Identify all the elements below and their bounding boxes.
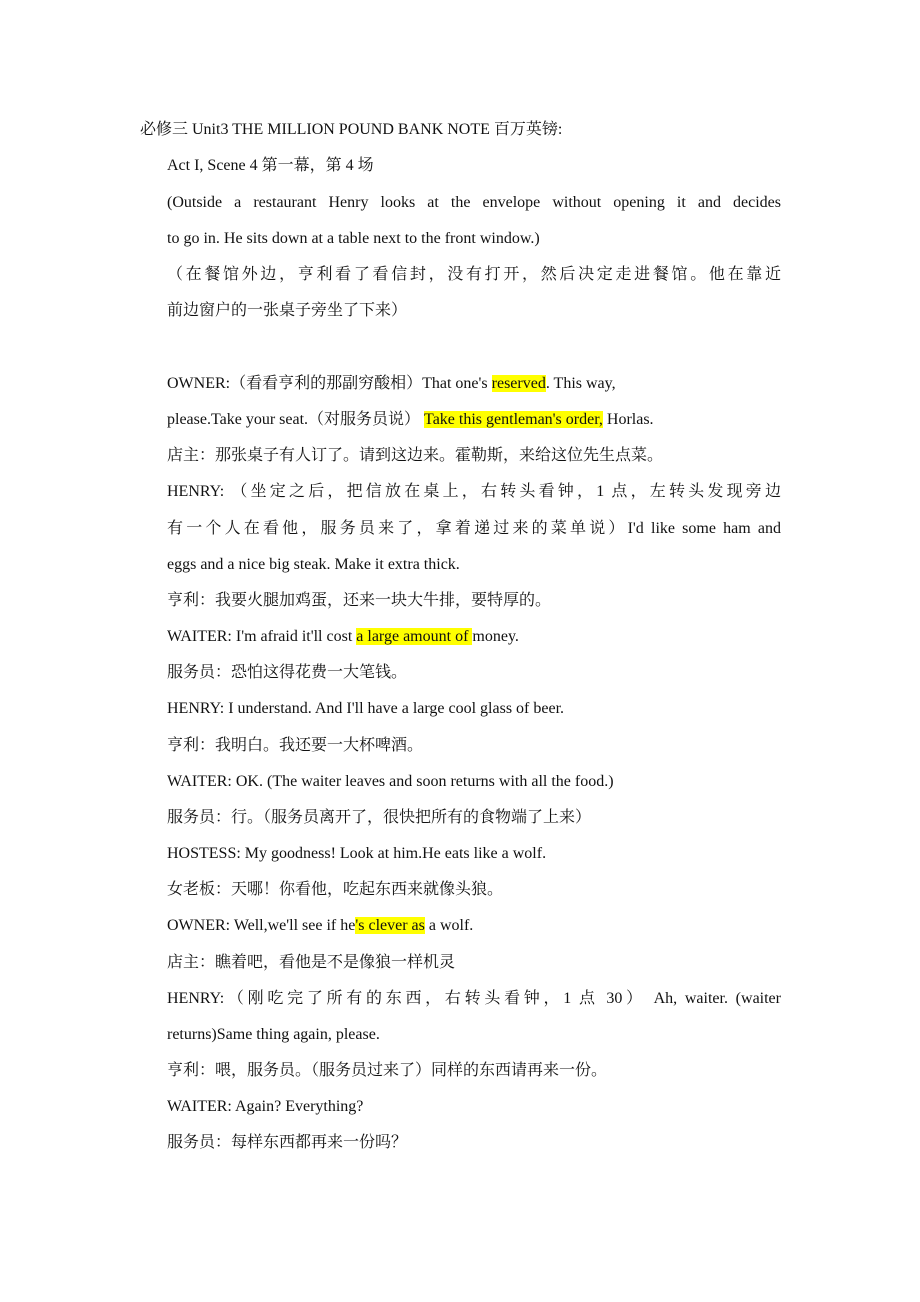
waiter-line-text-b: money. [472, 628, 519, 645]
henry-line-4: HENRY: I understand. And I'll have a large cool glass of beer. [167, 700, 565, 717]
owner-translation-2: 店主：瞧着吧，看他是不是像狼一样机灵 [167, 954, 456, 971]
scene-heading: Act I, Scene 4 第一幕，第 4 场 [167, 157, 374, 174]
hostess-translation: 女老板：天哪！你看他，吃起东西来就像头狼。 [167, 881, 504, 898]
henry-line-1: HENRY: （坐定之后，把信放在桌上，右转头看钟，1 点，左转头发现旁边 [167, 483, 781, 500]
stage-direction-en-1: (Outside a restaurant Henry looks at the envelope without opening it and decides [167, 194, 781, 211]
owner-line-text-e: OWNER: Well,we'll see if he [167, 917, 356, 934]
owner-translation-1: 店主：那张桌子有人订了。请到这边来。霍勒斯，来给这位先生点菜。 [167, 447, 664, 464]
owner-line-text-f: a wolf. [424, 917, 474, 934]
henry-translation-1: 亨利：我要火腿加鸡蛋，还来一块大牛排，要特厚的。 [167, 592, 552, 609]
henry-translation-3: 亨利：喂，服务员。（服务员过来了）同样的东西请再来一份。 [167, 1062, 608, 1079]
owner-line-1 [167, 374, 781, 394]
waiter-line-3: WAITER: Again? Everything? [167, 1098, 364, 1115]
owner-line-text-b: . This way, [545, 375, 616, 392]
waiter-translation-3: 服务员：每样东西都再来一份吗？ [167, 1134, 408, 1151]
henry-line-3: eggs and a nice big steak. Make it extra thick. [167, 556, 460, 573]
henry-line-2: 有一个人在看他，服务员来了，拿着递过来的菜单说）I'd like some ham and [167, 520, 781, 537]
owner-line-text-c: please.Take your seat.（对服务员说） [167, 411, 425, 428]
waiter-line-2: WAITER: OK. (The waiter leaves and soon returns with all the food.) [167, 773, 614, 790]
highlight-large-amount: a large amount of [356, 628, 473, 645]
highlight-clever-as: 's clever as [355, 917, 425, 934]
henry-line-5: HENRY:（刚吃完了所有的东西，右转头看钟，1 点 30） Ah, waiter. (waiter [167, 990, 781, 1007]
owner-line-2 [167, 410, 781, 430]
hostess-line: HOSTESS: My goodness! Look at him.He eats like a wolf. [167, 845, 547, 862]
highlight-take-order: Take this gentleman's order, [424, 411, 603, 428]
henry-translation-2: 亨利：我明白。我还要一大杯啤酒。 [167, 737, 424, 754]
stage-direction-cn-1: （在餐馆外边，亨利看了看信封，没有打开，然后决定走进餐馆。他在靠近 [167, 266, 781, 283]
highlight-reserved: reserved [491, 375, 546, 392]
owner-line-text-a: OWNER:（看看亨利的那副穷酸相）That one's [167, 375, 492, 392]
waiter-line-1 [167, 627, 781, 647]
waiter-translation-2: 服务员：行。（服务员离开了，很快把所有的食物端了上来） [167, 809, 592, 826]
stage-direction-cn-2: 前边窗户的一张桌子旁坐了下来） [167, 302, 408, 319]
owner-line-text-d: Horlas. [602, 411, 654, 428]
waiter-line-text-a: WAITER: I'm afraid it'll cost [167, 628, 357, 645]
document-title: 必修三 Unit3 THE MILLION POUND BANK NOTE 百万英镑: [140, 121, 563, 138]
stage-direction-en-2: to go in. He sits down at a table next to the front window.) [167, 230, 540, 247]
waiter-translation-1: 服务员：恐怕这得花费一大笔钱。 [167, 664, 408, 681]
henry-line-6: returns)Same thing again, please. [167, 1026, 380, 1043]
owner-line-3 [167, 916, 781, 936]
